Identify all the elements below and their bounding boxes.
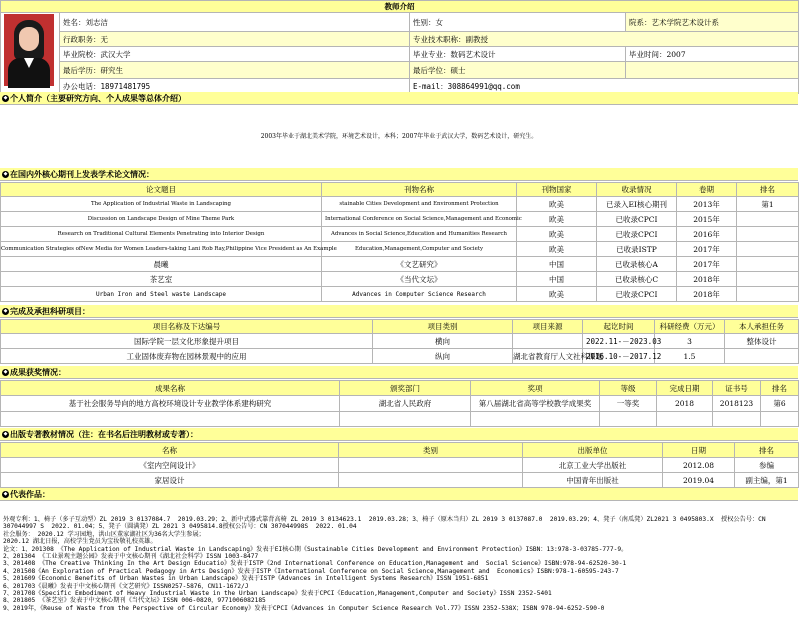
table-cell: 2016年 xyxy=(677,227,737,242)
table-cell: 茶艺室 xyxy=(1,272,322,287)
table-cell: 已收录ISTP xyxy=(597,242,677,257)
table-cell: Communication Strategies ofNew Media for Women Leaders-taking Lani Rob Ray,Philippine Vice President as An Example xyxy=(1,242,322,257)
degree-field: 最后学历：研究生 xyxy=(60,62,410,79)
table-cell xyxy=(737,242,799,257)
table-cell: 《室内空间设计》 xyxy=(1,458,339,473)
table-cell: 已收录CPCI xyxy=(597,287,677,302)
table-cell xyxy=(737,257,799,272)
papers-header: 排名 xyxy=(737,183,799,197)
papers-section-header: ◆ 在国内外核心期刊上发表学术论文情况： xyxy=(0,168,798,181)
table-cell: 2022.11-－2023.03 xyxy=(583,334,655,349)
table-cell: 《当代文坛》 xyxy=(322,272,517,287)
papers-header: 卷期 xyxy=(677,183,737,197)
table-cell xyxy=(339,473,523,488)
table-cell: 欧美 xyxy=(517,242,597,257)
bullet-icon: ◆ xyxy=(3,368,8,375)
gradtime-field: 毕业时间：2007 xyxy=(626,47,799,62)
table-cell: 2012.08 xyxy=(663,458,735,473)
bullet-icon: ◆ xyxy=(3,307,8,314)
table-cell: 已收录核心A xyxy=(597,257,677,272)
table-cell: 1.5 xyxy=(655,349,725,364)
table-cell: 第八届湖北省高等学校教学成果奖 xyxy=(471,396,600,412)
intro-section-header: ◆ 个人简介（主要研究方向、个人成果等总体介绍） xyxy=(0,92,798,105)
awards-table xyxy=(0,380,799,427)
table-cell: 中国青年出版社 xyxy=(523,473,663,488)
projects-section-header: ◆ 完成及承担科研项目： xyxy=(0,305,798,318)
school-field: 毕业院校：武汉大学 xyxy=(60,47,410,62)
table-cell: 纵向 xyxy=(373,349,513,364)
table-cell: 晨曦 xyxy=(1,257,322,272)
bullet-icon: ◆ xyxy=(3,94,8,101)
table-cell: Urban Iron and Steel waste Landscape xyxy=(1,287,322,302)
table-cell xyxy=(737,227,799,242)
books-header: 排名 xyxy=(735,443,799,458)
table-cell: 2018123 xyxy=(713,396,761,412)
intro-text: 2003年毕业于湖北美术学院，环境艺术设计，本科；2007年毕业于武汉大学，数码艺术设计，研究生。 xyxy=(260,133,538,140)
table-cell: 副主编，第1 xyxy=(735,473,799,488)
phone-field: 办公电话：18971481795 xyxy=(60,79,410,94)
table-cell: Advances in Social Science,Education and Humanities Research xyxy=(322,227,517,242)
table-cell: 2019.04 xyxy=(663,473,735,488)
projects-header: 项目类别 xyxy=(373,320,513,334)
table-cell: 《文艺研究》 xyxy=(322,257,517,272)
table-cell: stainable Cities Development and Environment Protection xyxy=(322,197,517,212)
email-field: E-mail：308864991@qq.com xyxy=(410,79,799,94)
papers-header: 论文题目 xyxy=(1,183,322,197)
dept-field: 院系：艺术学院艺术设计系 xyxy=(626,13,799,32)
table-cell: 横向 xyxy=(373,334,513,349)
table-cell: 北京工业大学出版社 xyxy=(523,458,663,473)
table-cell: 中国 xyxy=(517,272,597,287)
papers-header: 刊物国家 xyxy=(517,183,597,197)
admin-field: 行政职务：无 xyxy=(60,32,410,47)
table-cell: 2017年 xyxy=(677,257,737,272)
table-cell: 已录入EI核心期刊 xyxy=(597,197,677,212)
bullet-icon: ◆ xyxy=(3,430,8,437)
table-cell: The Application of Industrial Waste in Landscaping xyxy=(1,197,322,212)
works-text: 外观专利：1、椅子（多子互动型）ZL 2019 3 0137084.7 2019.03.29；2、新中式器式靠背高椅 ZL 2019 3 0134623.1 2019.03.28；3、椅子（原木当归）ZL 2019 3 0137087.0 2019.03.29；4、凳子（南瓜凳）ZL2021 3 0495803.X 授权公告号：CN 307044997 S 2022. 01.04；5、凳子（圆满凳）ZL 2021 3 0495814.8授权公告号：CN 307044998S 2022. 01.04 社会服务： 2020.12 学习园地，洪山区董家湖社区为36名大学生参展； 2020.12 湖北日报，高校学生党员为宝妆敬礼校英雄。 论文：1、201308 《The Application of Industrial Waste in Landscaping》发表于EI核心期《Sustainable Cities Development and Environment Protection》ISBN：13:978-3-03785-777-9。 2、201304 《工业景观主题公园》发表于中文核心期刊《湖北社会科学》ISSN 1003-8477 3、201408 《The Creative Thinking In the Art Design Educatio》发表于ISTP《2nd International Conference on Education,Management and Social Science》ISBN:978-94-62520-30-1 4、201508《An Exploration of Practical Pedagogy in Arts Design》发表于ISTP《International Conference on Social Science,Management and Economics》ISBN:978-1-60595-243-7 5、201609《Economic Benefits of Urban Wastes in Urban Landscape》发表于ISTP《Advances in Intelligent Systems Research》ISSN 1951-6851 6、201703《晨曦》发表于中文核心期刊《文艺研究》ISSN0257-5876，CN11-1672/J 7、201708《Specific Embodiment of Heavy Industrial Waste in the Urban Landscape》发表于CPCI《Education,Management,Computer and Society》ISSN 2352-5401 8、201805 《茶艺室》发表于中文核心期刊《当代文坛》ISSN 006-0820，9771006082185 9、2019年，《Reuse of Waste from the Perspective of Circular Economy》发表于CPCI《Advances in Computer Science Research Vol.77》ISSN 2352-538X；ISBN 978-94-6252-590-0 xyxy=(3,516,766,612)
table-cell: 2018 xyxy=(657,396,713,412)
awards-section-header: ◆ 成果获奖情况： xyxy=(0,366,798,379)
table-cell: Discussion on Landscape Design of Mine Theme Park xyxy=(1,212,322,227)
books-header: 出版单位 xyxy=(523,443,663,458)
works-section-header: ◆ 代表作品： xyxy=(0,488,798,501)
papers-header: 收录情况 xyxy=(597,183,677,197)
table-cell: 国际学院一层文化形象提升项目 xyxy=(1,334,373,349)
table-cell xyxy=(725,349,799,364)
table-cell: 2017年 xyxy=(677,242,737,257)
table-cell: Advances in Computer Science Research xyxy=(322,287,517,302)
table-cell: 湖北省教育厅人文社科课题 xyxy=(513,349,583,364)
table-cell: 2015年 xyxy=(677,212,737,227)
table-cell: 一等奖 xyxy=(600,396,657,412)
papers-table xyxy=(0,182,799,302)
title-field: 专业技术职称：副教授 xyxy=(410,32,799,47)
table-cell: 已收录核心C xyxy=(597,272,677,287)
books-header: 名称 xyxy=(1,443,339,458)
table-cell: 2013年 xyxy=(677,197,737,212)
table-cell: 已收录CPCI xyxy=(597,227,677,242)
books-section-header: ◆ 出版专著教材情况（注：在书名后注明教材或专著）： xyxy=(0,428,798,441)
awards-header: 排名 xyxy=(761,381,799,396)
bullet-icon: ◆ xyxy=(3,170,8,177)
awards-header: 成果名称 xyxy=(1,381,340,396)
lastdeg-field: 最后学位：硕士 xyxy=(410,62,626,79)
teacher-photo xyxy=(4,14,54,86)
major-field: 毕业专业：数码艺术设计 xyxy=(410,47,626,62)
table-cell: 2018年 xyxy=(677,272,737,287)
table-cell: 3 xyxy=(655,334,725,349)
projects-header: 科研经费（万元） xyxy=(655,320,725,334)
table-cell: 第6 xyxy=(761,396,799,412)
awards-header: 奖项 xyxy=(471,381,600,396)
books-header: 日期 xyxy=(663,443,735,458)
awards-header: 证书号 xyxy=(713,381,761,396)
projects-header: 本人承担任务 xyxy=(725,320,799,334)
table-cell xyxy=(339,458,523,473)
books-table xyxy=(0,442,799,488)
table-cell: 工业固体废弃物在园林景观中的应用 xyxy=(1,349,373,364)
projects-header: 起讫时间 xyxy=(583,320,655,334)
projects-header: 项目来源 xyxy=(513,320,583,334)
table-cell: 家居设计 xyxy=(1,473,339,488)
bullet-icon: ◆ xyxy=(3,490,8,497)
awards-header: 等级 xyxy=(600,381,657,396)
table-cell: 基于社会服务导向的地方高校环境设计专业教学体系建构研究 xyxy=(1,396,340,412)
table-cell: 中国 xyxy=(517,257,597,272)
table-cell: 2016.10-－2017.12 xyxy=(583,349,655,364)
profile-table xyxy=(0,0,799,94)
table-cell: 参编 xyxy=(735,458,799,473)
table-cell: 欧美 xyxy=(517,197,597,212)
table-cell: 2018年 xyxy=(677,287,737,302)
table-cell xyxy=(737,272,799,287)
table-cell: 整体设计 xyxy=(725,334,799,349)
table-cell: 欧美 xyxy=(517,287,597,302)
name-field: 姓名：刘志洁 xyxy=(60,13,410,32)
projects-header: 项目名称及下达编号 xyxy=(1,320,373,334)
books-header: 类别 xyxy=(339,443,523,458)
papers-header: 刊物名称 xyxy=(322,183,517,197)
awards-header: 完成日期 xyxy=(657,381,713,396)
awards-header: 颁奖部门 xyxy=(340,381,471,396)
table-cell xyxy=(737,212,799,227)
table-cell: 欧美 xyxy=(517,212,597,227)
table-cell: 第1 xyxy=(737,197,799,212)
table-cell xyxy=(513,334,583,349)
table-cell: Research on Traditional Cultural Elements Penetrating into Interior Design xyxy=(1,227,322,242)
table-cell xyxy=(737,287,799,302)
page-title: 教师介绍 xyxy=(1,1,799,13)
table-cell: International Conference on Social Science,Management and Economic xyxy=(322,212,517,227)
gender-field: 性别：女 xyxy=(410,13,626,32)
table-cell: 湖北省人民政府 xyxy=(340,396,471,412)
table-cell: 已收录CPCI xyxy=(597,212,677,227)
table-cell: Education,Management,Computer and Society xyxy=(322,242,517,257)
table-cell: 欧美 xyxy=(517,227,597,242)
projects-table xyxy=(0,319,799,364)
